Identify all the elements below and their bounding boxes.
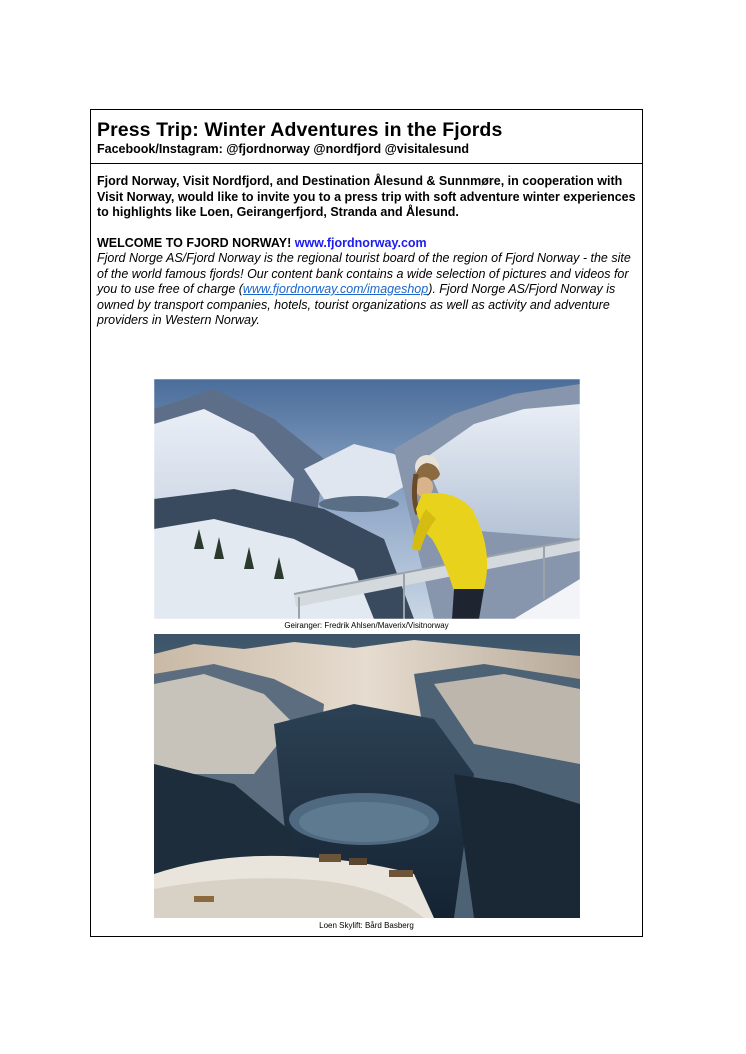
loen-photo	[154, 634, 580, 918]
social-handles: Facebook/Instagram: @fjordnorway @nordfjord @visitalesund	[97, 142, 470, 156]
about-paragraph	[97, 251, 639, 329]
loen-caption: Loen Skylift: Bård Basberg	[319, 921, 414, 930]
geiranger-photo	[154, 379, 580, 619]
document-header	[91, 110, 642, 164]
fjordnorway-link[interactable]: www.fjordnorway.com	[294, 235, 427, 250]
geiranger-caption: Geiranger: Fredrik Ahlsen/Maverix/Visitnorway	[284, 621, 449, 630]
welcome-heading: WELCOME TO FJORD NORWAY!	[97, 235, 292, 250]
about-text-end: ). Fjord Norge AS/Fjord Norway is owned by transport companies, hotels, tourist organizations as well as activity and adventure providers in Western Norway.	[97, 282, 616, 327]
document-body	[97, 174, 639, 329]
intro-paragraph: Fjord Norway, Visit Nordfjord, and Destination Ålesund & Sunnmøre, in cooperation with Visit Norway, would like to invite you to a press trip with soft adventure winter experiences to highlights like Loen, Geirangerfjord, Stranda and Ålesund.	[97, 174, 636, 219]
page-title: Press Trip: Winter Adventures in the Fjords	[97, 119, 503, 141]
imageshop-link[interactable]: www.fjordnorway.com/imageshop	[242, 282, 429, 296]
welcome-line	[97, 236, 639, 252]
about-text-start: Fjord Norge AS/Fjord Norway is the regional tourist board of the region of Fjord Norway - the site of the world famous fjords! Our content bank contains a wide selection of pictures and videos for you to use free of charge (	[97, 251, 631, 296]
document-frame	[90, 109, 643, 937]
